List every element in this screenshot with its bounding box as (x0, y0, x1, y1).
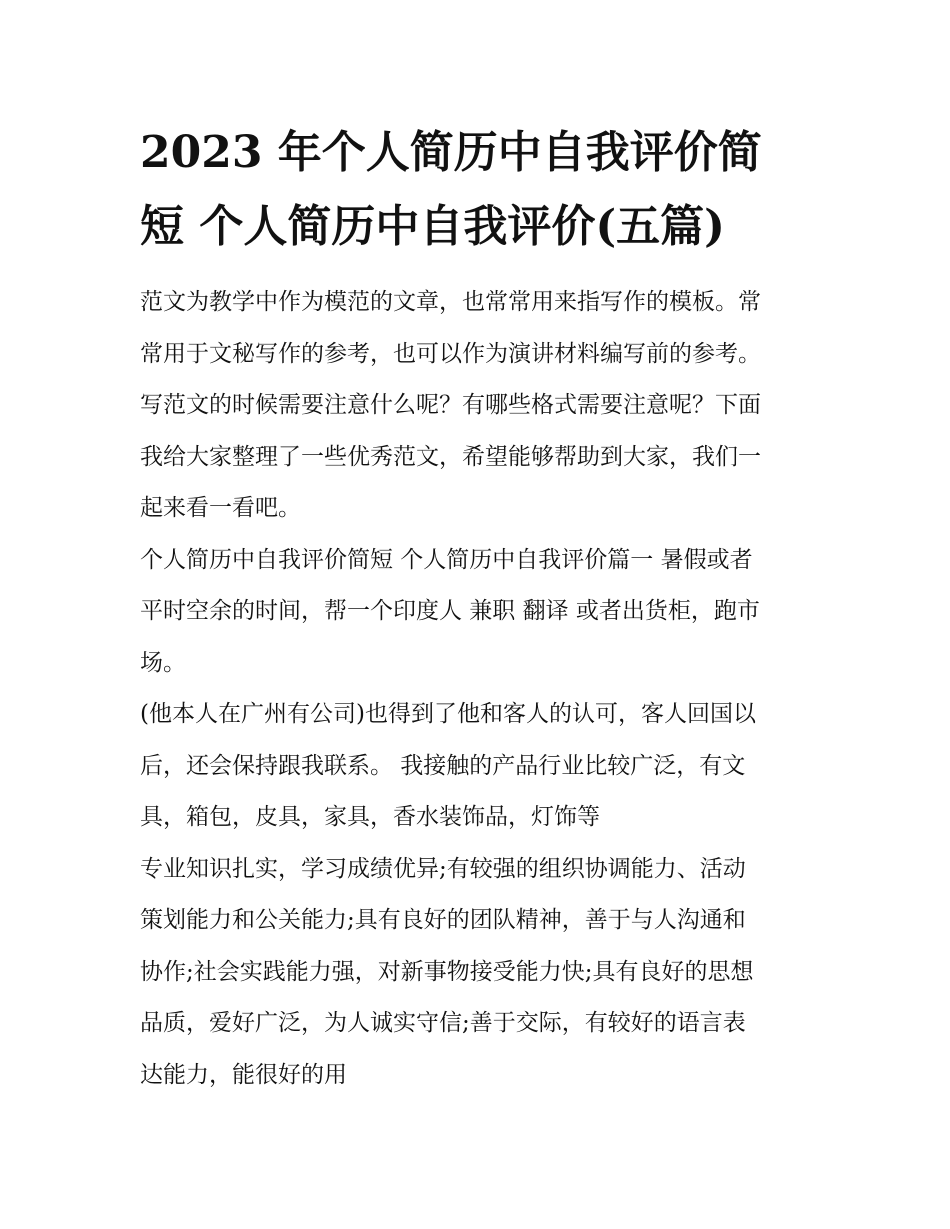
paragraph-intro (140, 277, 812, 535)
paragraph-part-time (140, 535, 812, 690)
text-line: 具，箱包，皮具，家具，香水装饰品，灯饰等 (140, 804, 600, 830)
title-line: 2023 年个人简历中自我评价简 (140, 127, 762, 178)
text-line: 品质，爱好广泛，为人诚实守信;善于交际，有较好的语言表 (140, 1010, 746, 1036)
document-body (140, 277, 812, 1101)
title-line: 短 个人简历中自我评价(五篇) (140, 201, 725, 252)
paragraph-skills (140, 844, 812, 1102)
text-line: 常用于文秘写作的参考，也可以作为演讲材料编写前的参考。 (140, 340, 761, 367)
text-line: 我给大家整理了一些优秀范文，希望能够帮助到大家，我们一 (140, 443, 761, 470)
text-line: 协作;社会实践能力强，对新事物接受能力快;具有良好的思想 (140, 958, 754, 985)
paragraph-experience (140, 689, 812, 844)
text-line: 达能力，能很好的用 (140, 1061, 347, 1088)
text-line: 起来看一看吧。 (140, 495, 301, 521)
text-line: 专业知识扎实，学习成绩优异;有较强的组织协调能力、活动 (140, 855, 746, 882)
text-line: 写范文的时候需要注意什么呢？有哪些格式需要注意呢？下面 (140, 392, 761, 418)
document-title (140, 116, 812, 264)
text-line: 个人简历中自我评价简短 个人简历中自我评价篇一 暑假或者 (140, 546, 753, 573)
text-line: 策划能力和公关能力;具有良好的团队精神，善于与人沟通和 (140, 907, 746, 933)
text-line: 后，还会保持跟我联系。 我接触的产品行业比较广泛，有文 (140, 752, 746, 779)
text-line: 范文为教学中作为模范的文章，也常常用来指写作的模板。常 (140, 289, 761, 315)
text-line: 平时空余的时间，帮一个印度人 兼职 翻译 或者出货柜，跑市 (140, 598, 760, 624)
text-line: 场。 (140, 649, 186, 676)
text-line: (他本人在广州有公司)也得到了他和客人的认可，客人回国以 (140, 701, 756, 727)
